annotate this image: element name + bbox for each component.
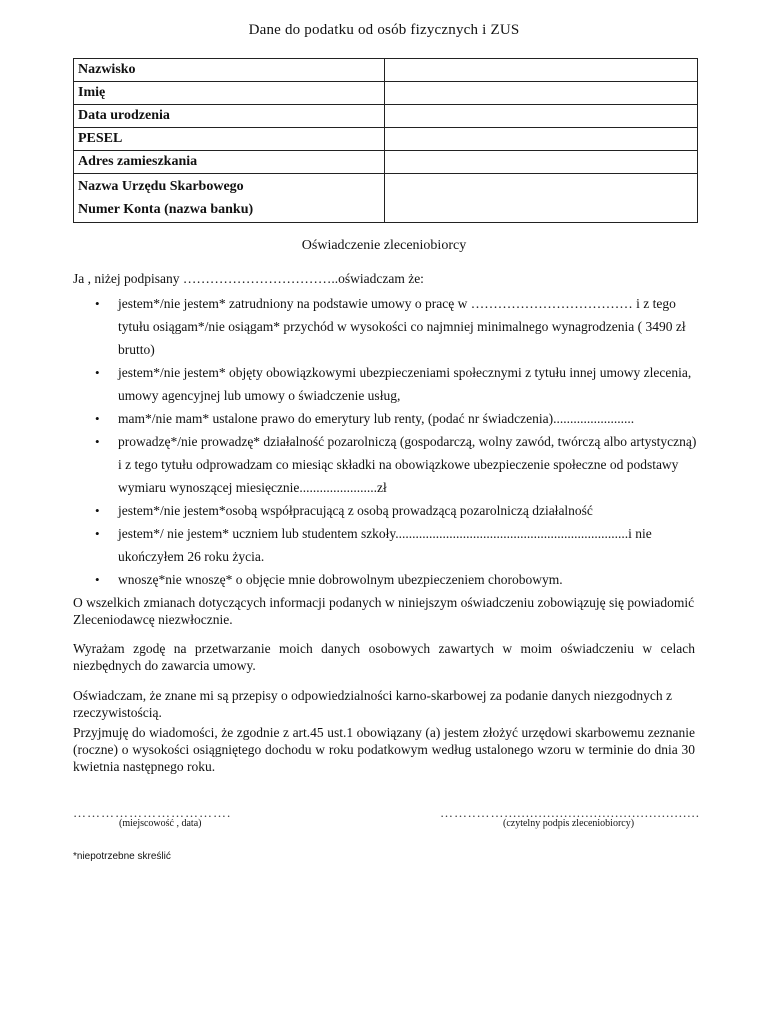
statement-title: Oświadczenie zleceniobiorcy [301, 238, 467, 253]
row-label-birth-date: Data urodzenia [74, 105, 385, 128]
tax-office-label: Nazwa Urzędu Skarbowego [78, 179, 244, 194]
table-row [74, 105, 698, 128]
row-label-address: Adres zamieszkania [74, 151, 385, 174]
document-title: Dane do podatku od osób fizycznych i ZUS [248, 22, 520, 38]
personal-data-table [73, 58, 698, 223]
table-row [74, 174, 698, 223]
tax-return-paragraph: Przyjmuję do wiadomości, że zgodnie z art.45 ust.1 obowiązany (a) jestem złożyć urzędowi skarbowemu zeznanie (roczne) o wysokości osiągniętego dochodu w roku podatkowym według ustalonego wzoru w terminie do dnia 30 kwietnia następnego roku. [73, 725, 695, 774]
changes-paragraph: O wszelkich zmianach dotyczących informacji podanych w niniejszym oświadczeniu zobowiązuję się powiadomić Zleceniodawcę niezwłocznie. [73, 595, 695, 627]
list-item: • jestem*/ nie jestem* uczniem lub studentem szkoły.....................................................................i nie ukończyłem 26 roku życia. [73, 522, 698, 568]
signature-line: ……..…….............................................. [440, 805, 700, 820]
bank-account-label: Numer Konta (nazwa banku) [78, 202, 254, 217]
row-value-tax-office-account[interactable] [384, 174, 697, 223]
row-value-first-name[interactable] [384, 82, 697, 105]
row-value-address[interactable] [384, 151, 697, 174]
statement-intro: Ja , niżej podpisany ……………………………..oświadczam że: [73, 271, 424, 286]
list-item: • mam*/nie mam* ustalone prawo do emerytury lub renty, (podać nr świadczenia)........................ [73, 407, 698, 430]
table-row [74, 151, 698, 174]
list-item: • jestem*/nie jestem* zatrudniony na podstawie umowy o pracę w ……………………………… i z tego tytułu osiągam*/nie osiągam* przychód w wysokości co najmniej minimalnego wynagrodzenia ( 3490 zł brutto) [73, 292, 698, 361]
statement-list [73, 292, 698, 591]
row-label-first-name: Imię [74, 82, 385, 105]
row-value-pesel[interactable] [384, 128, 697, 151]
list-item: • jestem*/nie jestem* objęty obowiązkowymi ubezpieczeniami społecznymi z tytułu innej umowy zlecenia, umowy agencyjnej lub umowy o świadczenie usług, [73, 361, 698, 407]
list-item: • wnoszę*nie wnoszę* o objęcie mnie dobrowolnym ubezpieczeniem chorobowym. [73, 568, 698, 591]
place-date-line: ……………………………. [73, 805, 232, 820]
table-row [74, 59, 698, 82]
place-date-label: (miejscowość , data) [119, 818, 202, 829]
row-label-tax-office-account [74, 174, 385, 223]
table-row [74, 128, 698, 151]
row-label-pesel: PESEL [74, 128, 385, 151]
consent-paragraph: Wyrażam zgodę na przetwarzanie moich danych osobowych zawartych w moim oświadczeniu w celach niezbędnych do zawarcia umowy. [73, 641, 695, 673]
footnote: *niepotrzebne skreślić [73, 851, 171, 862]
signature-label: (czytelny podpis zleceniobiorcy) [503, 818, 635, 829]
list-item: • prowadzę*/nie prowadzę* działalność pozarolniczą (gospodarczą, wolny zawód, twórczą albo artystyczną) i z tego tytułu odprowadzam co miesiąc składki na obowiązkowe ubezpieczenie społeczne od podstawy wymiaru wynoszącej miesięcznie.......................zł [73, 430, 698, 499]
row-value-surname[interactable] [384, 59, 697, 82]
list-item: • jestem*/nie jestem*osobą współpracującą z osobą prowadzącą pozarolniczą działalność [73, 499, 698, 522]
row-label-surname: Nazwisko [74, 59, 385, 82]
row-value-birth-date[interactable] [384, 105, 697, 128]
liability-paragraph: Oświadczam, że znane mi są przepisy o odpowiedzialności karno-skarbowej za podanie danych niezgodnych z rzeczywistością. [73, 688, 673, 720]
table-row [74, 82, 698, 105]
